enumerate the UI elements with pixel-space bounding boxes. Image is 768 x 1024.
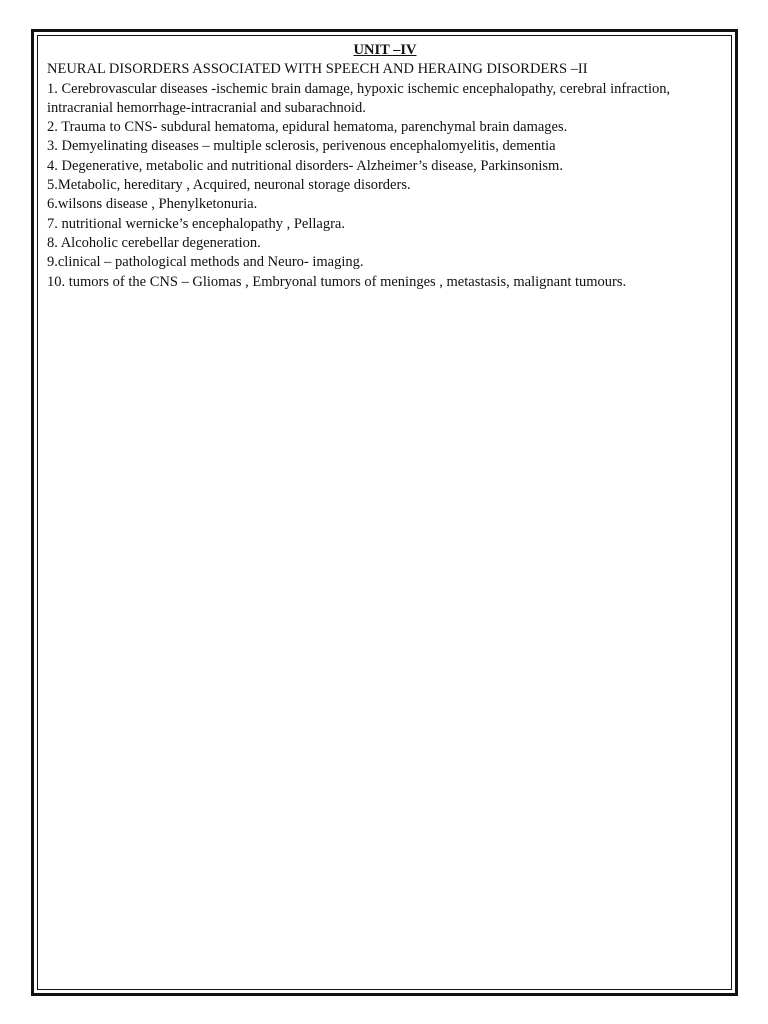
unit-title: UNIT –IV [353, 42, 417, 58]
list-item-8: 8. Alcoholic cerebellar degeneration. [47, 234, 261, 251]
list-item-1: 1. Cerebrovascular diseases -ischemic brain damage, hypoxic ischemic encephalopathy, cerebral infraction, intracranial hemorrhage-intracranial and subarachnoid. [47, 80, 671, 116]
list-item-4: 4. Degenerative, metabolic and nutritional disorders- Alzheimer’s disease, Parkinsonism. [47, 157, 563, 174]
list-item-6: 6.wilsons disease , Phenylketonuria. [47, 196, 258, 213]
document-body [47, 41, 723, 292]
list-item-10: 10. tumors of the CNS – Gliomas , Embryonal tumors of meninges , metastasis, malignant tumours. [47, 273, 627, 290]
list-item-7: 7. nutritional wernicke’s encephalopathy , Pellagra. [47, 215, 345, 232]
list-item-5: 5.Metabolic, hereditary , Acquired, neuronal storage disorders. [47, 177, 411, 194]
section-subtitle: NEURAL DISORDERS ASSOCIATED WITH SPEECH AND HERAING DISORDERS –II [47, 61, 588, 78]
list-item-9: 9.clinical – pathological methods and Neuro- imaging. [47, 254, 364, 271]
list-item-3: 3. Demyelinating diseases – multiple sclerosis, perivenous encephalomyelitis, dementia [47, 138, 556, 155]
list-item-2: 2. Trauma to CNS- subdural hematoma, epidural hematoma, parenchymal brain damages. [47, 119, 568, 136]
